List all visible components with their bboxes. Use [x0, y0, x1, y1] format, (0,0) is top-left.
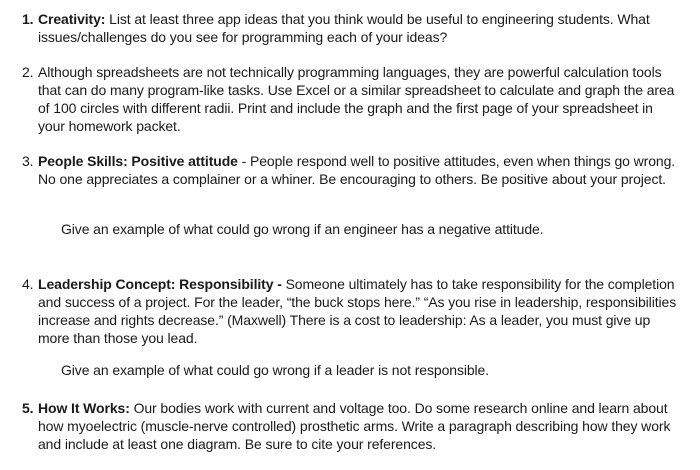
- question-number: 2.: [22, 64, 34, 80]
- question-body: Our bodies work with current and voltage too. Do some research online and learn about how myoelectric (muscle-nerve controlled) prosthetic arms. Write a paragraph describing how they work and include at least one diagram. Be sure to cite your references.: [38, 400, 671, 452]
- question-body: Someone ultimately has to take responsibility for the completion and success of a project. For the leader, “the buck stops here.” “As you rise in leadership, responsibilities increase and rights decrease.” (Maxwell) There is a cost to leadership: As a leader, you must give up more than those you lead.: [38, 276, 677, 346]
- question-1: [22, 10, 682, 46]
- question-number: 5.: [22, 400, 34, 416]
- question-2: [22, 63, 682, 135]
- question-lead: Creativity:: [38, 11, 106, 27]
- question-body: Although spreadsheets are not technically programming languages, they are powerful calculation tools that can do many program-like tasks. Use Excel or a similar spreadsheet to calculate and graph the area of 100 circles with different radii. Print and include the graph and the first page of your spreadsheet in your homework packet.: [38, 64, 675, 134]
- question-3-followup: Give an example of what could go wrong if an engineer has a negative attitude.: [61, 221, 544, 237]
- question-lead: Leadership Concept: Responsibility -: [38, 276, 282, 292]
- question-number: 3.: [22, 153, 34, 169]
- question-number: 4.: [22, 276, 34, 292]
- question-4-followup: Give an example of what could go wrong if a leader is not responsible.: [61, 362, 490, 378]
- question-lead: People Skills: Positive attitude: [38, 153, 238, 169]
- question-4: [22, 275, 682, 347]
- question-body: List at least three app ideas that you think would be useful to engineering students. What issues/challenges do you see for programming each of your ideas?: [38, 11, 650, 45]
- question-number: 1.: [22, 11, 34, 27]
- question-lead: How It Works:: [38, 400, 130, 416]
- question-3: [22, 152, 682, 188]
- question-5: [22, 399, 682, 453]
- question-body: - People respond well to positive attitudes, even when things go wrong. No one appreciates a complainer or a whiner. Be encouraging to others. Be positive about your project.: [38, 153, 676, 187]
